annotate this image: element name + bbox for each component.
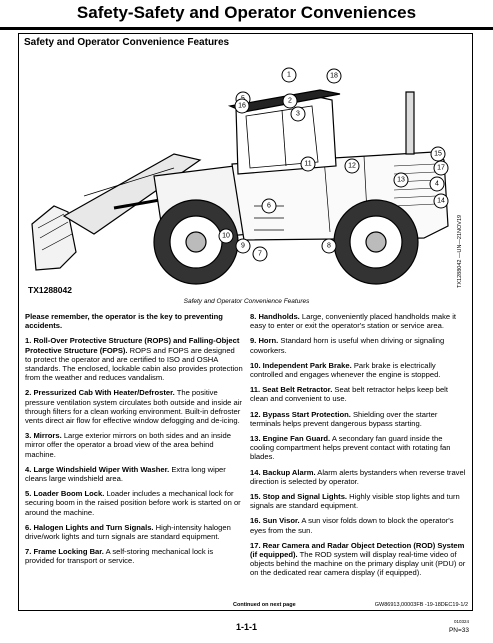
feature-item	[250, 492, 466, 510]
continued-note: Continued on next page	[233, 602, 296, 608]
figure-side-code: TX1288042 —UN—21NOV19	[457, 214, 463, 288]
feature-item	[25, 388, 243, 425]
feature-title: 16. Sun Visor.	[250, 516, 300, 526]
feature-title: 10. Independent Park Brake.	[250, 360, 352, 370]
feature-text: Park brake is electrically controlled and engages whenever the engine is stopped.	[250, 360, 441, 380]
feature-item	[25, 465, 243, 483]
feature-text: Large exterior mirrors on both sides and an inside mirror offer the operator a broad view of the area behind machine.	[25, 431, 231, 459]
feature-item	[250, 434, 466, 462]
feature-text: A self-storing mechanical lock is provided for transport or service.	[25, 547, 214, 566]
feature-title: 3. Mirrors.	[25, 431, 62, 441]
figure-id: TX1288042	[28, 285, 72, 295]
feature-title: 13. Engine Fan Guard.	[250, 434, 331, 444]
callout-label: 12	[348, 162, 356, 170]
feature-title: 6. Halogen Lights and Turn Signals.	[25, 522, 154, 532]
feature-text: Seat belt retractor helps keep belt clean and convenient to use.	[250, 385, 448, 404]
feature-text: Standard horn is useful when driving or signaling coworkers.	[250, 336, 445, 355]
feature-text: Highly visible stop lights and turn signals are standard equipment.	[250, 492, 460, 511]
callout-label: 2	[288, 97, 292, 105]
feature-item	[250, 541, 466, 578]
loader-illustration	[24, 56, 470, 288]
callout-label: 17	[437, 164, 445, 172]
section-heading: Safety and Operator Convenience Features	[24, 37, 230, 48]
callout-label: 7	[258, 250, 262, 258]
callout-label: 15	[434, 150, 442, 158]
feature-text: High-intensity halogen drive/work lights and turn signals are standard equipment.	[25, 522, 231, 542]
page-title: Safety-Safety and Operator Conveniences	[76, 3, 417, 22]
feature-item	[25, 336, 243, 382]
feature-title: 15. Stop and Signal Lights.	[250, 492, 348, 502]
feature-title: 4. Large Windshield Wiper With Washer.	[25, 464, 170, 474]
page-pn: PN=33	[448, 627, 469, 634]
callout-label: 4	[435, 180, 439, 188]
feature-text: Extra long wiper cleans large windshield area.	[25, 464, 226, 484]
feature-text: A sun visor folds down to block the operator's eyes from the sun.	[250, 516, 454, 535]
feature-item	[250, 312, 466, 330]
feature-text: Large, conveniently placed handholds make it easy to enter or exit the operator's station or service area.	[250, 312, 456, 331]
feature-item	[250, 410, 466, 428]
feature-text: ROPS and FOPS are designed to protect the operator and are certified to ISO and OSHA standards. The enclosed, lockable cabin also provides protection from the weather and reduces vandalism.	[25, 345, 243, 383]
feature-text: A secondary fan guard inside the cooling compartment helps prevent contact with rotating fan blades.	[250, 434, 451, 462]
feature-item	[25, 489, 243, 517]
feature-title: 17. Rear Camera and Radar Object Detection (ROD) System (if equipped).	[250, 540, 465, 560]
callout-label: 1	[287, 71, 291, 79]
feature-title: 11. Seat Belt Retractor.	[250, 385, 333, 395]
feature-title: 5. Loader Boom Lock.	[25, 489, 105, 499]
callout-label: 14	[437, 197, 445, 205]
document-code: GW86913,00003FB -19-18DEC19-1/2	[374, 602, 468, 608]
feature-item	[250, 336, 466, 354]
feature-item	[25, 523, 243, 541]
feature-title: 2. Pressurized Cab With Heater/Defroster.	[25, 388, 175, 398]
feature-text: Loader includes a mechanical lock for securing boom in the raised position before work is started on or around the machine.	[25, 489, 241, 517]
feature-item	[25, 547, 243, 565]
callout-label: 3	[296, 110, 300, 118]
callout-label: 8	[327, 242, 331, 250]
feature-title: 8. Handholds.	[250, 312, 300, 321]
feature-item	[250, 516, 466, 534]
feature-text: Alarm alerts bystanders when reverse travel direction is selected by operator.	[250, 467, 466, 486]
callout-label: 16	[238, 102, 246, 110]
feature-title: 1. Roll-Over Protective Structure (ROPS) and Falling-Object Protective Structure (FOPS).	[25, 336, 240, 355]
callout-label: 13	[397, 176, 405, 184]
feature-item	[250, 468, 466, 486]
page-date-code: 010324	[453, 619, 469, 624]
feature-item	[250, 385, 466, 403]
feature-title: 14. Backup Alarm.	[250, 467, 316, 477]
feature-title: 7. Frame Locking Bar.	[25, 547, 104, 557]
callout-label: 9	[241, 242, 245, 250]
callout-label: 10	[222, 232, 230, 240]
figure-caption: Safety and Operator Convenience Features	[183, 298, 310, 305]
feature-item	[25, 431, 243, 459]
callout-label: 18	[330, 72, 338, 80]
feature-item	[250, 361, 466, 379]
feature-title: 12. Bypass Start Protection.	[250, 409, 351, 419]
feature-text: The ROD system will display real-time video of objects behind the machine on the primary display unit (PDU) or on the dedicated rear camera display (if equipped).	[250, 550, 466, 578]
feature-title: 9. Horn.	[250, 336, 279, 346]
feature-text: The positive pressure ventilation system circulates both outside and inside air through filters for a clean working environment. Built-in defroster vents direct air flow for effective window defogging and de-icing.	[25, 388, 242, 426]
features-right-column	[250, 312, 466, 584]
title-rule	[0, 27, 493, 30]
page-number: 1-1-1	[235, 622, 257, 632]
feature-text: Shielding over the starter terminals helps prevent dangerous bypass starting.	[250, 409, 438, 428]
callout-label: 11	[304, 160, 312, 168]
intro-text: Please remember, the operator is the key to preventing accidents.	[25, 312, 223, 331]
callout-label: 6	[267, 202, 271, 210]
features-left-column	[25, 312, 243, 572]
